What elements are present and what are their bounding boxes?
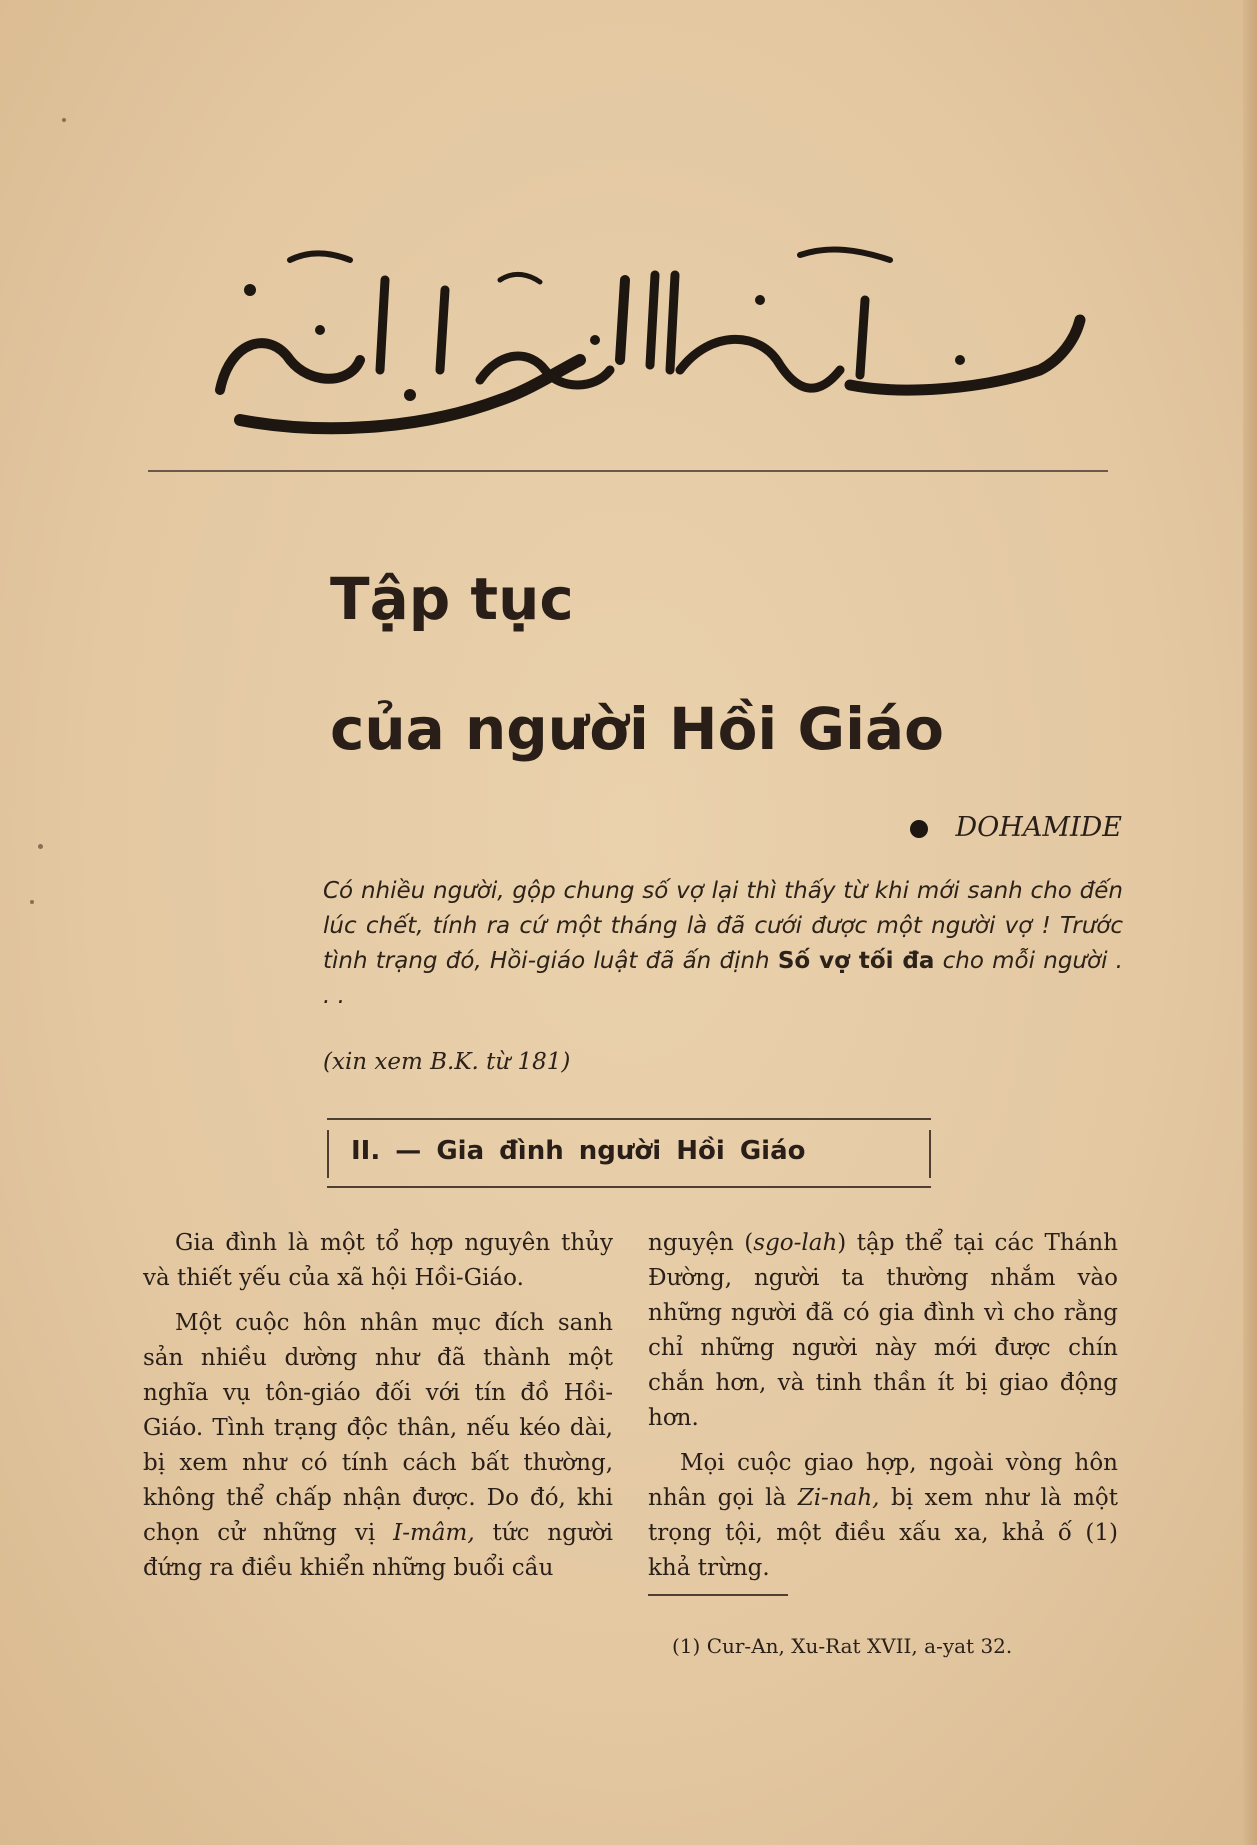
paragraph: [143, 1306, 613, 1586]
author-byline: [910, 812, 1123, 843]
paragraph-italic: sgo-lah: [753, 1230, 838, 1256]
footnote-divider: [648, 1594, 788, 1596]
footnote: (1) Cur-An, Xu-Rat XVII, a-yat 32.: [672, 1634, 1013, 1658]
paragraph-italic: Zi-nah,: [797, 1485, 880, 1511]
article-title-line1: Tập tục: [330, 565, 574, 633]
paragraph-text: tức người đứng ra điều khiển những buổi cầu: [143, 1520, 613, 1581]
paragraph-text: nguyện (: [648, 1230, 754, 1256]
intro-text-2: cho mỗi người . . .: [323, 948, 1123, 1009]
paragraph: [648, 1226, 1118, 1436]
paragraph-italic: I-mâm,: [393, 1520, 475, 1546]
paragraph-text: Một cuộc hôn nhân mục đích sanh sản nhiều dường như đã thành một nghĩa vụ tôn-giáo đối với tín đồ Hồi-Giáo. Tình trạng độc thân, nếu kéo dài, bị xem như có tính cách bất thường, không thể chấp nhận được. Do đó, khi chọn cử những vị: [143, 1310, 613, 1546]
intro-bold: Số vợ tối đa: [777, 948, 935, 974]
paragraph-text: bị xem như là một trọng tội, một điều xấu xa, khả ố (1) khả trừng.: [648, 1485, 1118, 1581]
article-intro: [323, 874, 1123, 1014]
article-reference: (xin xem B.K. từ 181): [323, 1049, 571, 1075]
paragraph: Gia đình là một tổ hợp nguyên thủy và thiết yếu của xã hội Hồi-Giáo.: [143, 1230, 613, 1291]
article-title-line2: của người Hồi Giáo: [330, 695, 944, 763]
paper-speck: [38, 844, 43, 849]
section-heading-box: [327, 1118, 931, 1188]
body-column-right: [648, 1226, 1118, 1596]
paper-speck: [62, 118, 66, 122]
paragraph-text: ) tập thể tại các Thánh Đường, người ta thường nhắm vào những người đã có gia đình vì cho rằng chỉ những người này mới được chín chắn hơn, và tinh thần ít bị giao động hơn.: [648, 1230, 1118, 1431]
paragraph-text: Mọi cuộc giao hợp, ngoài vòng hôn nhân gọi là: [648, 1450, 1118, 1511]
intro-text-1: Có nhiều người, gộp chung số vợ lại thì thấy từ khi mới sanh cho đến lúc chết, tính ra cứ một tháng là đã cưới được một người vợ ! Trước tình trạng đó, Hồi-giáo luật đã ấn định: [323, 878, 1123, 974]
body-column-left: [143, 1226, 613, 1596]
header-divider: [148, 470, 1108, 472]
author-name: DOHAMIDE: [955, 812, 1122, 843]
paragraph: [648, 1446, 1118, 1586]
bullet-icon: [910, 820, 928, 838]
section-title: II. — Gia đình người Hồi Giáo: [351, 1136, 806, 1166]
paper-speck: [30, 900, 34, 904]
bismillah-calligraphy: [200, 220, 1100, 450]
paper-edge: [1243, 0, 1257, 1845]
